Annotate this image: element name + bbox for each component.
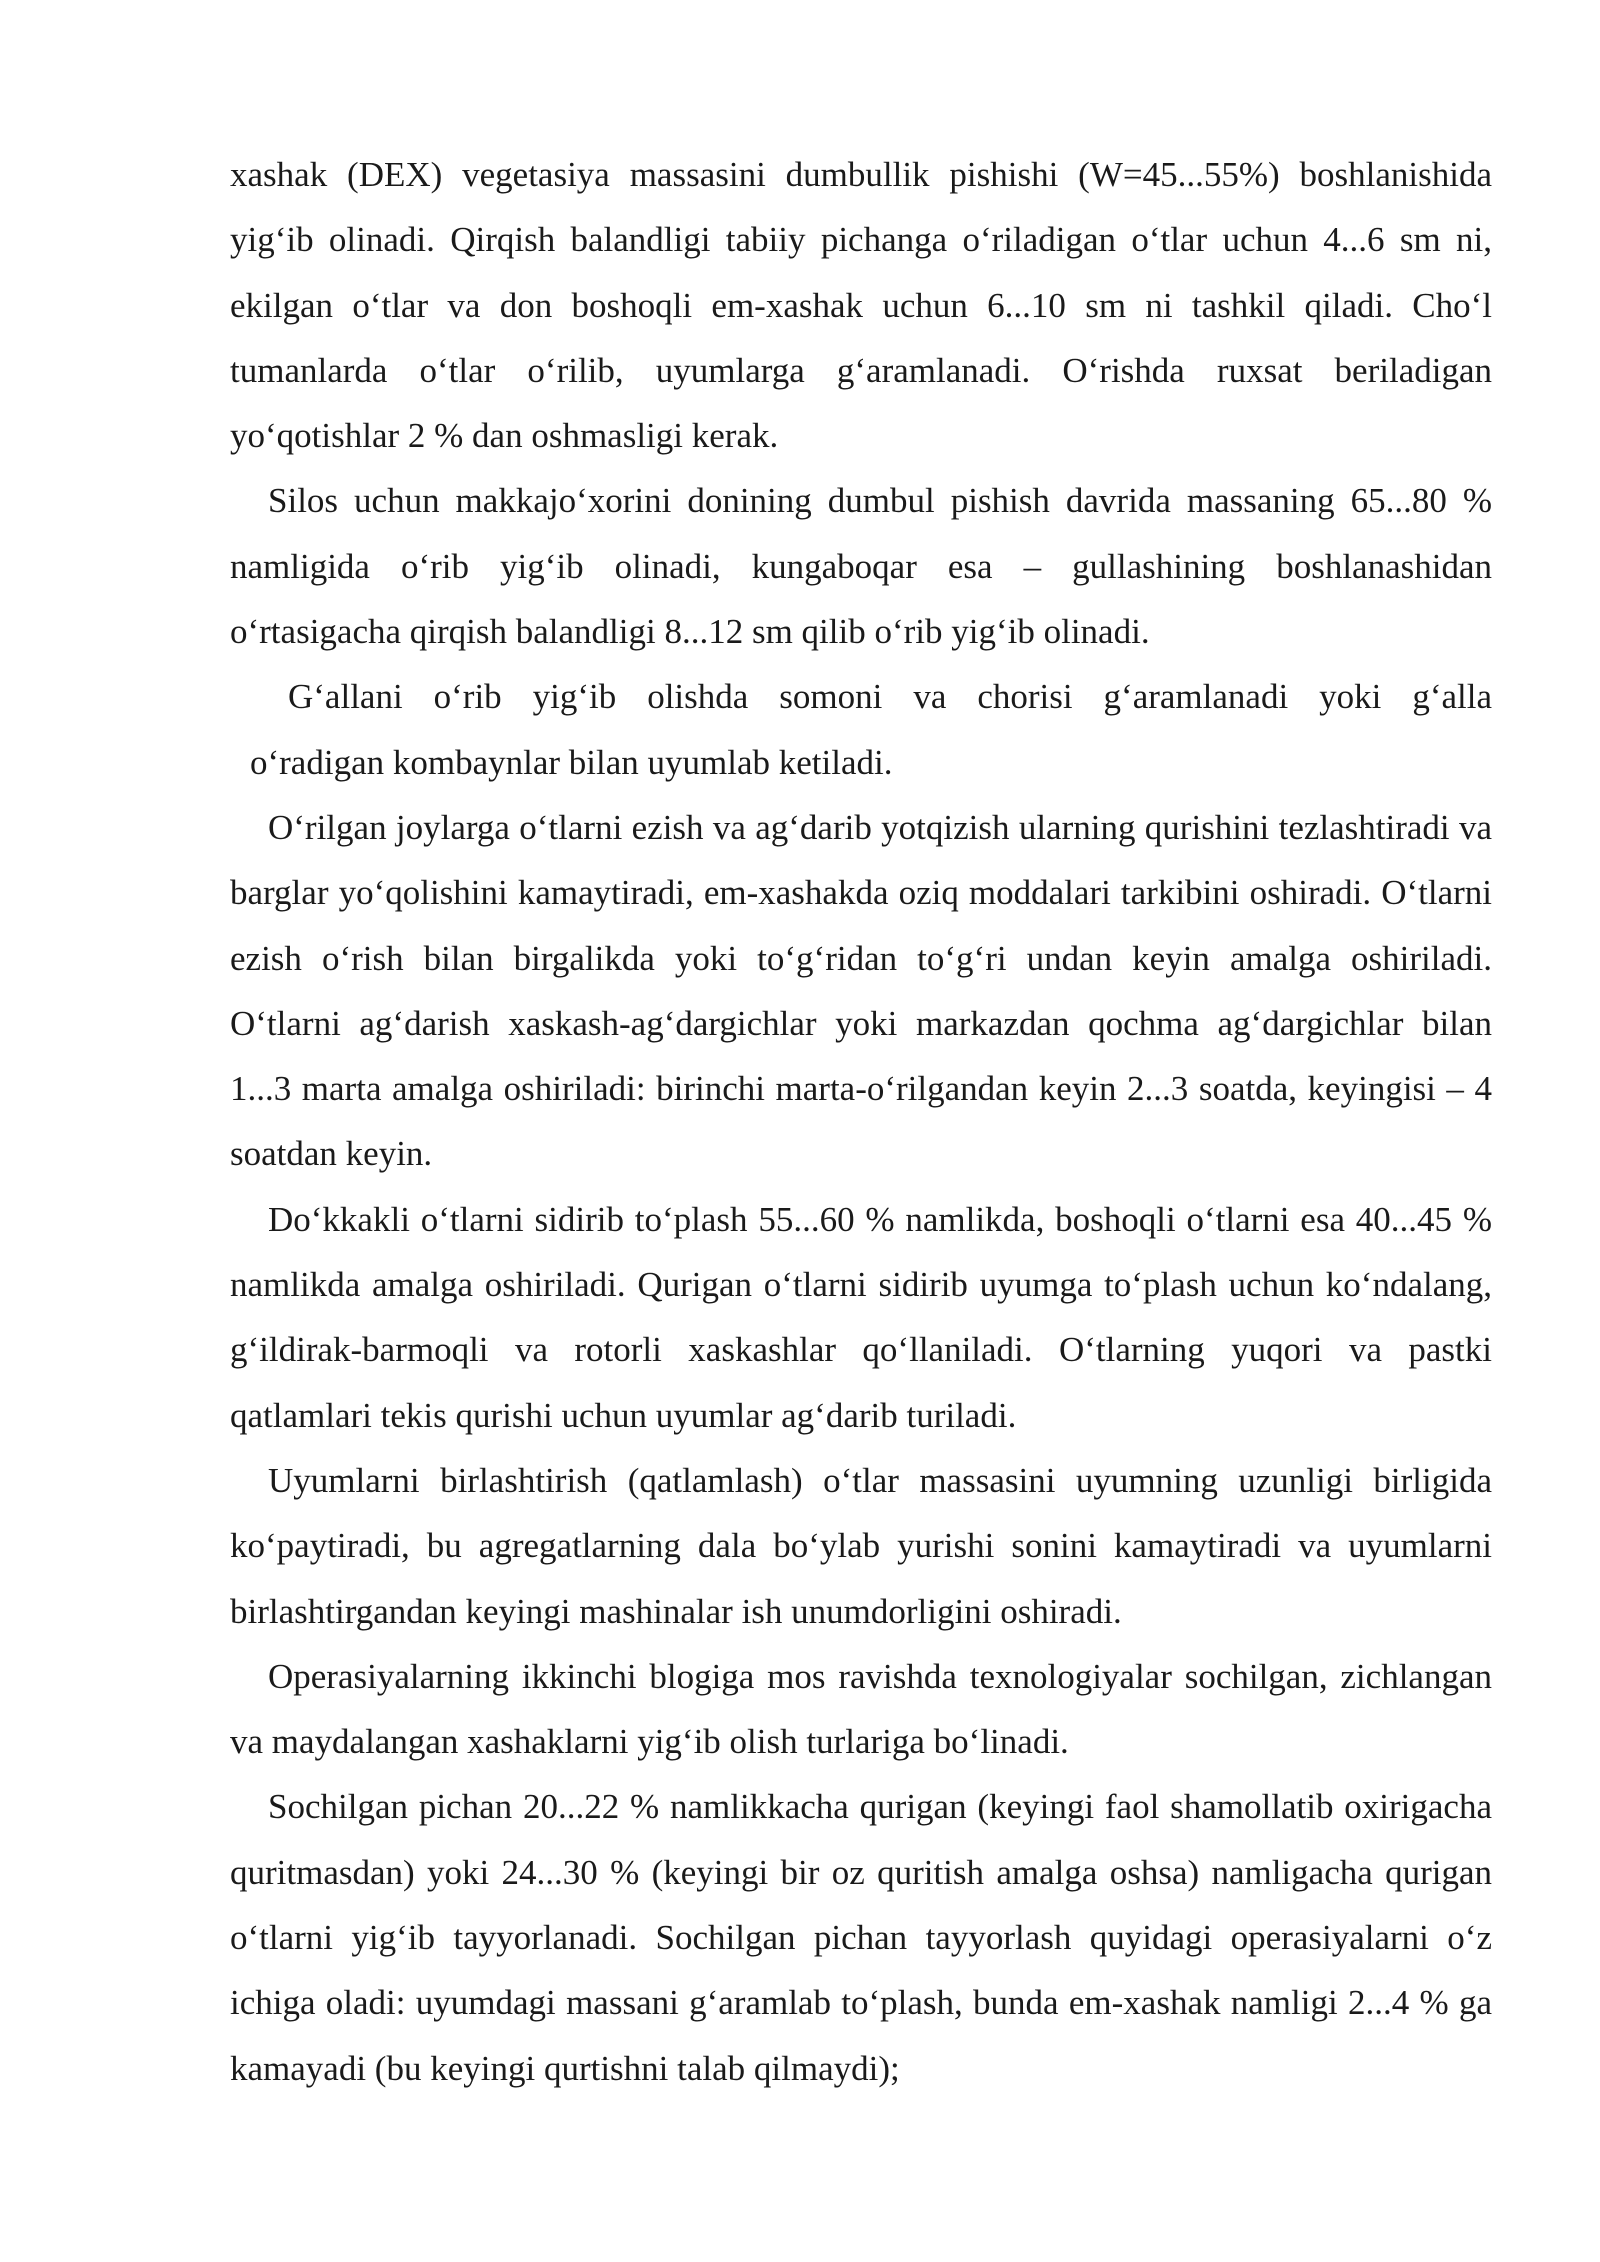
paragraph-loose-hay: Sochilgan pichan 20...22 % namlikkacha qurigan (keyingi faol shamollatib oxirigacha quritmasdan) yoki 24...30 % (keyingi bir oz quritish amalga oshsa) namligacha qurigan o‘tlarni yig‘ib tayyorlanadi. Sochilgan pichan tayyorlash quyidagi operasiyalarni o‘z ichiga oladi: uyumdagi massani g‘aramlab to‘plash, bunda em-xashak namligi 2...4 % ga kamayadi (bu keyingi qurtishni talab qilmaydi); (230, 1787, 1492, 2088)
paragraph-raking: Do‘kkakli o‘tlarni sidirib to‘plash 55...60 % namlikda, boshoqli o‘tlarni esa 40...45 % namlikda amalga oshiriladi. Qurigan o‘tlarni sidirib uyumga to‘plash uchun ko‘ndalang, g‘ildirak-barmoqli va rotorli xaskashlar qo‘llaniladi. O‘tlarning yuqori va pastki qatlamlari tekis qurishi uchun uyumlar ag‘darib turiladi. (230, 1199, 1492, 1435)
paragraph-silage-corn: Silos uchun makkajo‘xorini donining dumbul pishish davrida massaning 65...80 % namligida o‘rib yig‘ib olinadi, kungaboqar esa – gullashining boshlanashidan o‘rtasigacha qirqish balandligi 8...12 sm qilib o‘rib yig‘ib olinadi. (230, 481, 1492, 652)
document-page (230, 142, 1492, 2101)
paragraph-grain-straw-continued: o‘radigan kombaynlar bilan uyumlab ketiladi. (250, 742, 893, 782)
paragraph-second-block: Operasiyalarning ikkinchi blogiga mos ravishda texnologiyalar sochilgan, zichlangan va maydalangan xashaklarni yig‘ib olish turlariga bo‘linadi. (230, 1656, 1492, 1762)
paragraph-crushing-turning: O‘rilgan joylarga o‘tlarni ezish va ag‘darib yotqizish ularning qurishini tezlashtiradi va barglar yo‘qolishini kamaytiradi, em-xashakda oziq moddalari tarkibini oshiradi. O‘tlarni ezish o‘rish bilan birgalikda yoki to‘g‘ridan to‘g‘ri undan keyin amalga oshiriladi. O‘tlarni ag‘darish xaskash-ag‘dargichlar yoki markazdan qochma ag‘dargichlar bilan 1...3 marta amalga oshiriladi: birinchi marta-o‘rilgandan keyin 2...3 soatda, keyingisi – 4 soatdan keyin. (230, 807, 1492, 1174)
paragraph-hay-harvest-timing: xashak (DEX) vegetasiya massasini dumbullik pishishi (W=45...55%) boshlanishida yig‘ib olinadi. Qirqish balandligi tabiiy pichanga o‘riladigan o‘tlar uchun 4...6 sm ni, ekilgan o‘tlar va don boshoqli em-xashak uchun 6...10 sm ni tashkil qiladi. Cho‘l tumanlarda o‘tlar o‘rilib, uyumlarga g‘aramlanadi. O‘rishda ruxsat beriladigan yo‘qotishlar 2 % dan oshmasligi kerak. (230, 155, 1492, 456)
paragraph-grain-straw: G‘allani o‘rib yig‘ib olishda somoni va chorisi g‘aramlanadi yoki g‘alla (288, 677, 1492, 717)
paragraph-windrow-merging: Uyumlarni birlashtirish (qatlamlash) o‘tlar massasini uyumning uzunligi birligida ko‘paytiradi, bu agregatlarning dala bo‘ylab yurishi sonini kamaytiradi va uyumlarni birlashtirgandan keyingi mashinalar ish unumdorligini oshiradi. (230, 1460, 1492, 1631)
